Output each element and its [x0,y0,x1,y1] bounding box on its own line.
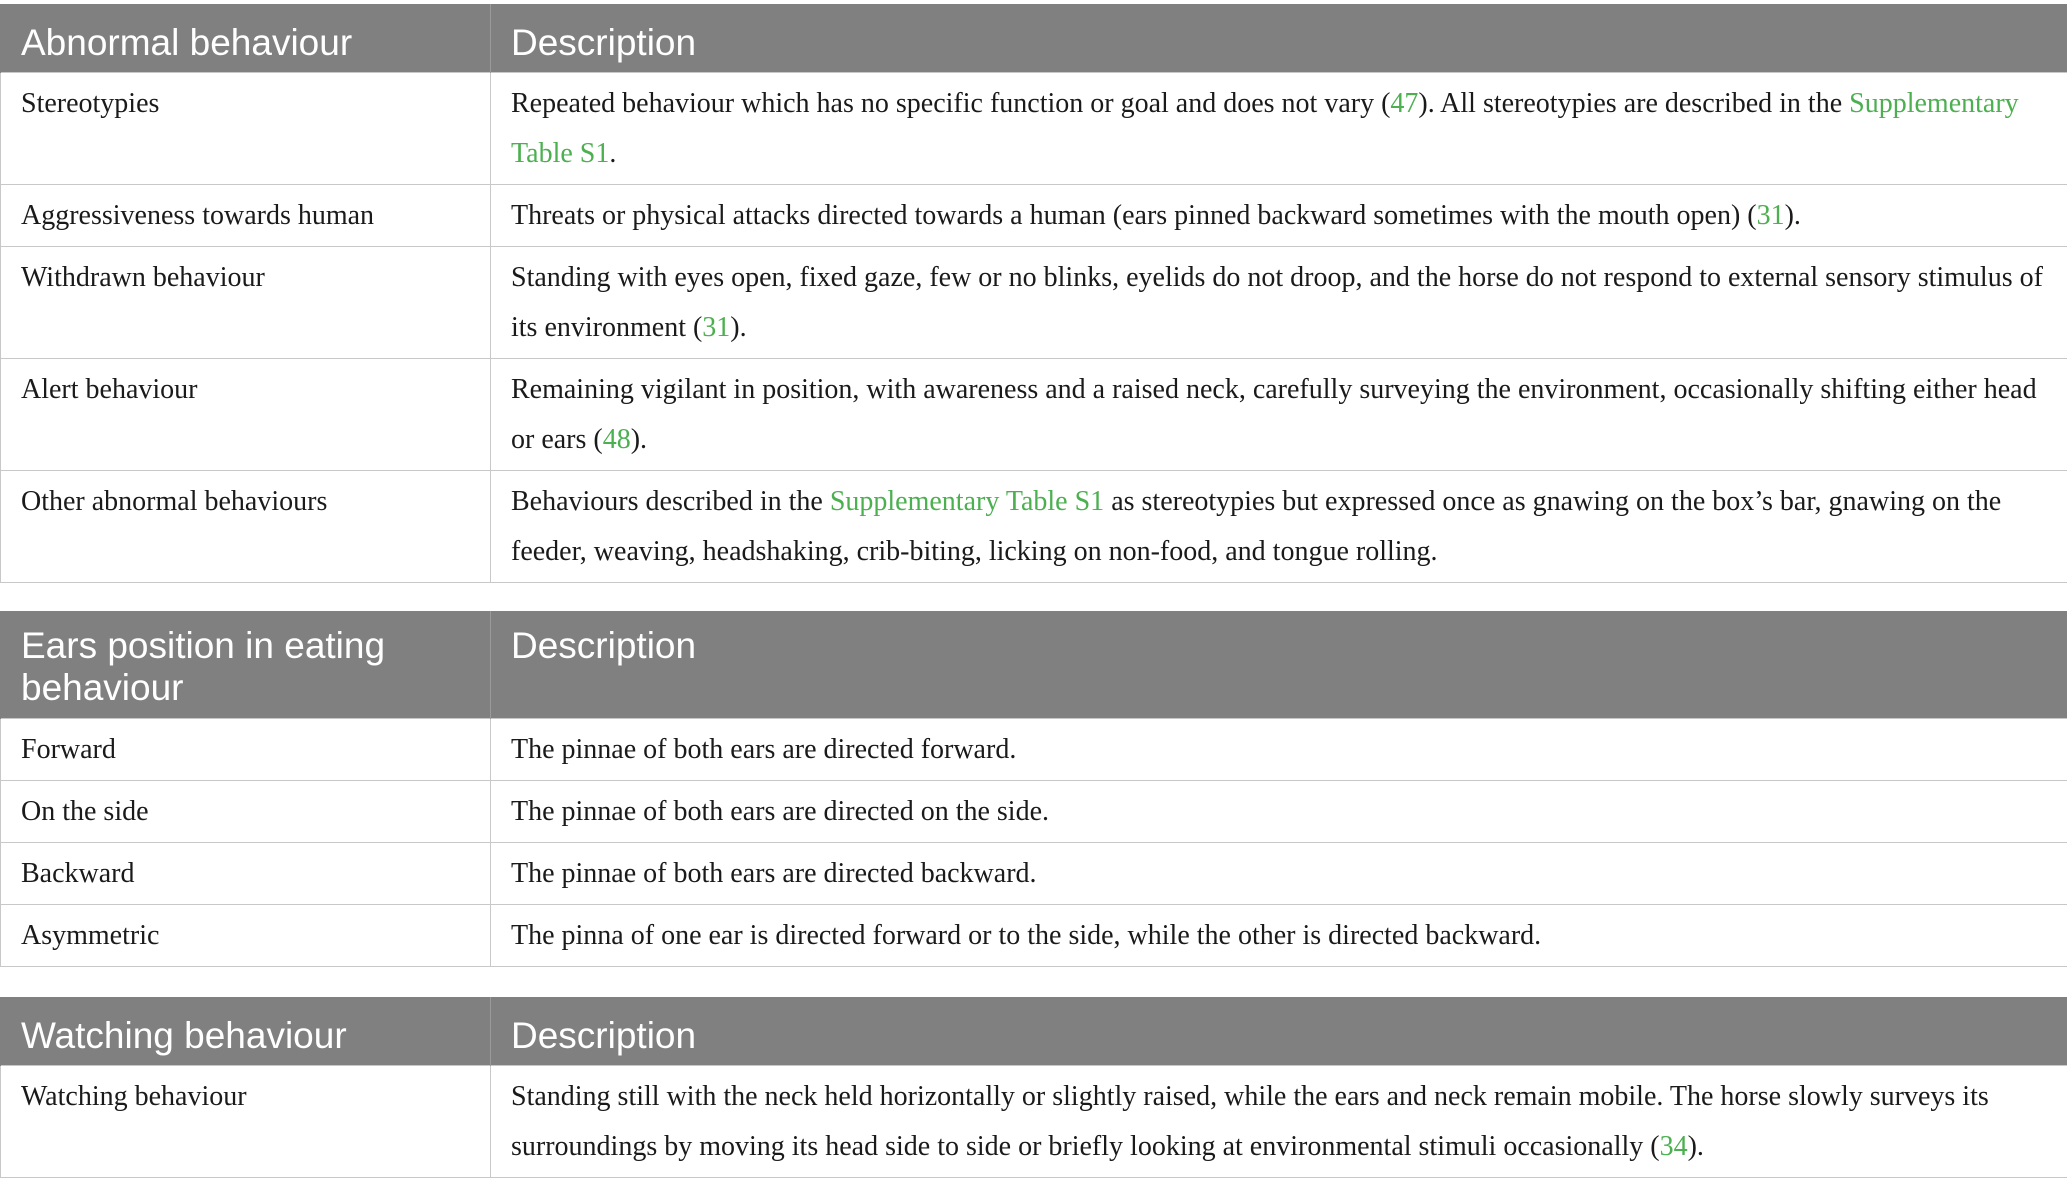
table-header-row [1,611,2067,719]
table-row [1,73,2067,185]
description-cell: The pinnae of both ears are directed on the side. [491,781,2067,843]
term-cell: Other abnormal behaviours [1,471,491,583]
table-row [1,471,2067,583]
table-row [1,843,2067,905]
table-row [1,905,2067,967]
description-cell: The pinna of one ear is directed forward or to the side, while the other is directed backward. [491,905,2067,967]
description-cell: Repeated behaviour which has no specific function or goal and does not vary (47). All stereotypies are described in the Supplementary Table S1. [491,73,2067,185]
column-header-description: Description [491,997,2067,1066]
table-row [1,247,2067,359]
table-row [1,1066,2067,1178]
table-row [1,781,2067,843]
term-cell: Alert behaviour [1,359,491,471]
column-header-term: Watching behaviour [1,997,491,1066]
term-cell: Backward [1,843,491,905]
table-header-row [1,4,2067,73]
term-cell: Asymmetric [1,905,491,967]
term-cell: Aggressiveness towards human [1,185,491,247]
supplementary-table-link[interactable]: Supplementary Table S1 [829,486,1105,517]
term-cell: Watching behaviour [1,1066,491,1178]
reference-link[interactable]: 31 [702,312,731,343]
ears-position-table [0,611,2067,967]
term-cell: Forward [1,719,491,781]
description-cell: Threats or physical attacks directed towards a human (ears pinned backward sometimes with the mouth open) (31). [491,185,2067,247]
supplementary-table-link[interactable]: Supplementary Table S1 [511,88,2019,169]
reference-link[interactable]: 31 [1756,200,1785,231]
reference-link[interactable]: 47 [1390,88,1419,119]
term-cell: Withdrawn behaviour [1,247,491,359]
column-header-term: Ears position in eating behaviour [1,611,491,719]
term-cell: Stereotypies [1,73,491,185]
description-cell: Standing with eyes open, fixed gaze, few or no blinks, eyelids do not droop, and the horse do not respond to external sensory stimulus of its environment (31). [491,247,2067,359]
description-cell: The pinnae of both ears are directed backward. [491,843,2067,905]
term-cell: On the side [1,781,491,843]
table-header-row [1,997,2067,1066]
abnormal-behaviour-table [0,4,2067,583]
table-row [1,359,2067,471]
reference-link[interactable]: 34 [1659,1131,1688,1162]
description-cell: Remaining vigilant in position, with awareness and a raised neck, carefully surveying the environment, occasionally shifting either head or ears (48). [491,359,2067,471]
table-row [1,719,2067,781]
description-cell: The pinnae of both ears are directed forward. [491,719,2067,781]
description-cell: Behaviours described in the Supplementary Table S1 as stereotypies but expressed once as gnawing on the box’s bar, gnawing on the feeder, weaving, headshaking, crib-biting, licking on non-food, and tongue rolling. [491,471,2067,583]
reference-link[interactable]: 48 [602,424,631,455]
column-header-term: Abnormal behaviour [1,4,491,73]
column-header-description: Description [491,4,2067,73]
watching-behaviour-table [0,997,2067,1178]
column-header-description: Description [491,611,2067,719]
table-row [1,185,2067,247]
description-cell: Standing still with the neck held horizontally or slightly raised, while the ears and neck remain mobile. The horse slowly surveys its surroundings by moving its head side to side or briefly looking at environmental stimuli occasionally (34). [491,1066,2067,1178]
